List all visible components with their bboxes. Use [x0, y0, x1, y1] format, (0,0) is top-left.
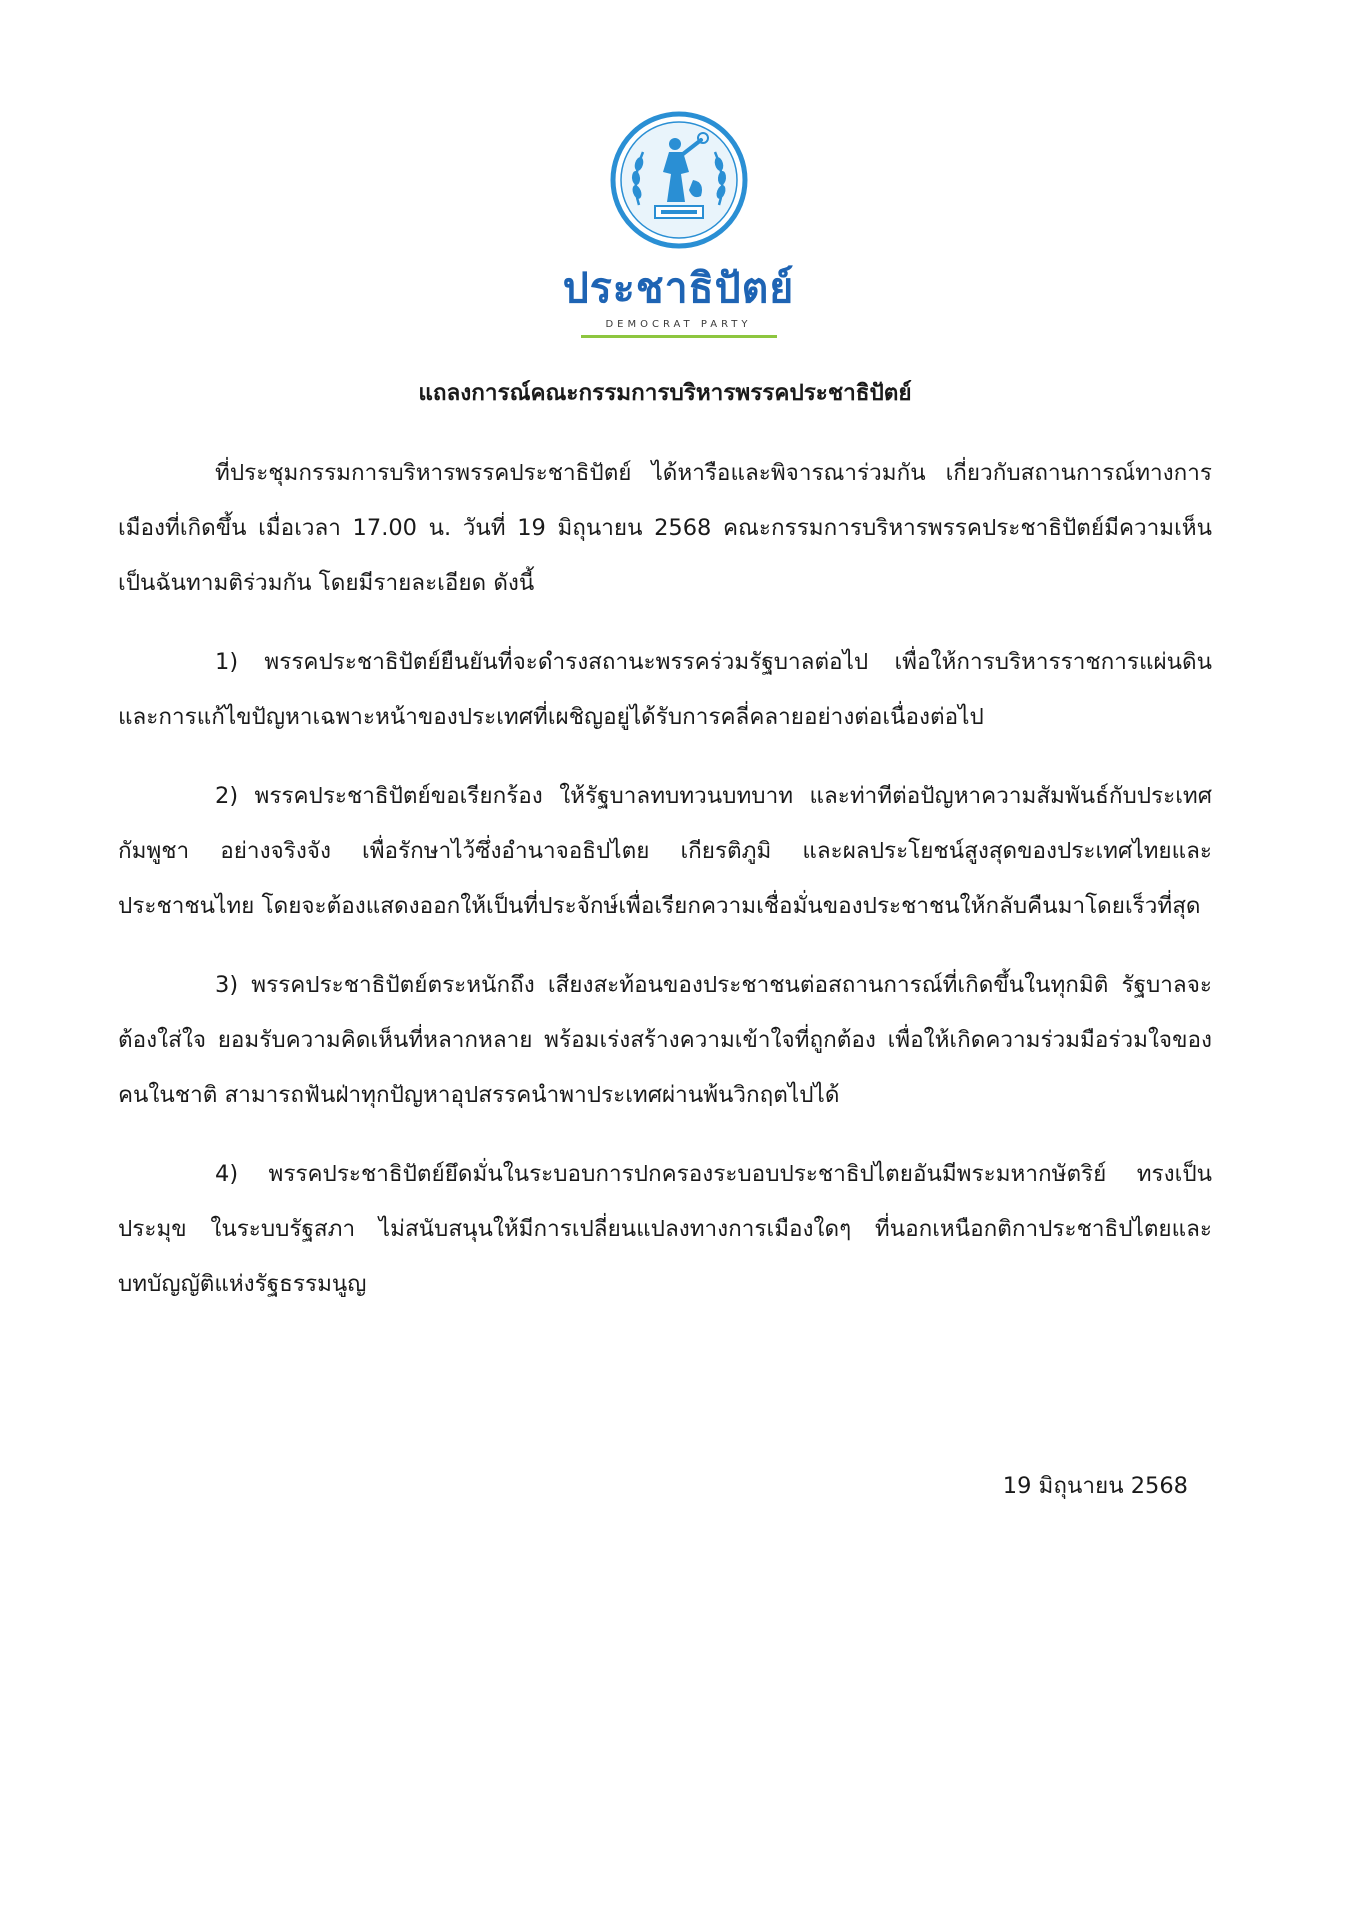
democrat-party-emblem-icon — [609, 110, 749, 250]
party-name-thai: ประชาธิปัตย์ — [562, 264, 795, 312]
statement-date: 19 มิถุนายน 2568 — [1002, 1473, 1188, 1499]
party-logo — [0, 110, 1357, 338]
statement-title: แถลงการณ์คณะกรรมการบริหารพรรคประชาธิปัตย์ — [418, 380, 912, 406]
point-4-paragraph: 4) พรรคประชาธิปัตย์ยึดมั่นในระบอบการปกครองระบอบประชาธิปไตยอันมีพระมหากษัตริย์ ทรงเป็นประมุข ในระบบรัฐสภา ไม่สนับสนุนให้มีการเปลี่ยนแปลงทางการเมืองใดๆ ที่นอกเหนือกติกาประชาธิปไตยและบทบัญญัติแห่งรัฐธรรมนูญ — [118, 1160, 1212, 1297]
intro-paragraph: ที่ประชุมกรรมการบริหารพรรคประชาธิปัตย์ ได้หารือและพิจารณาร่วมกัน เกี่ยวกับสถานการณ์ทางการเมืองที่เกิดขึ้น เมื่อเวลา 17.00 น. วันที่ 19 มิถุนายน 2568 คณะกรรมการบริหารพรรคประชาธิปัตย์มีความเห็นเป็นฉันทามติร่วมกัน โดยมีรายละเอียด ดังนี้ — [118, 459, 1212, 596]
statement-body — [118, 378, 1212, 1336]
party-name-english: DEMOCRAT PARTY — [605, 319, 752, 330]
point-2-paragraph: 2) พรรคประชาธิปัตย์ขอเรียกร้อง ให้รัฐบาลทบทวนบทบาท และท่าทีต่อปัญหาความสัมพันธ์กับประเทศกัมพูชา อย่างจริงจัง เพื่อรักษาไว้ซึ่งอำนาจอธิปไตย เกียรติภูมิ และผลประโยชน์สูงสุดของประเทศไทยและประชาชนไทย โดยจะต้องแสดงออกให้เป็นที่ประจักษ์เพื่อเรียกความเชื่อมั่นของประชาชนให้กลับคืนมาโดยเร็วที่สุด — [118, 782, 1212, 919]
logo-underline — [581, 335, 777, 338]
point-1-paragraph: 1) พรรคประชาธิปัตย์ยืนยันที่จะดำรงสถานะพรรคร่วมรัฐบาลต่อไป เพื่อให้การบริหารราชการแผ่นดินและการแก้ไขปัญหาเฉพาะหน้าของประเทศที่เผชิญอยู่ได้รับการคลี่คลายอย่างต่อเนื่องต่อไป — [118, 648, 1212, 730]
point-3-paragraph: 3) พรรคประชาธิปัตย์ตระหนักถึง เสียงสะท้อนของประชาชนต่อสถานการณ์ที่เกิดขึ้นในทุกมิติ รัฐบาลจะต้องใส่ใจ ยอมรับความคิดเห็นที่หลากหลาย พร้อมเร่งสร้างความเข้าใจที่ถูกต้อง เพื่อให้เกิดความร่วมมือร่วมใจของคนในชาติ สามารถฟันฝ่าทุกปัญหาอุปสรรคนำพาประเทศผ่านพ้นวิกฤตไปได้ — [118, 971, 1212, 1108]
